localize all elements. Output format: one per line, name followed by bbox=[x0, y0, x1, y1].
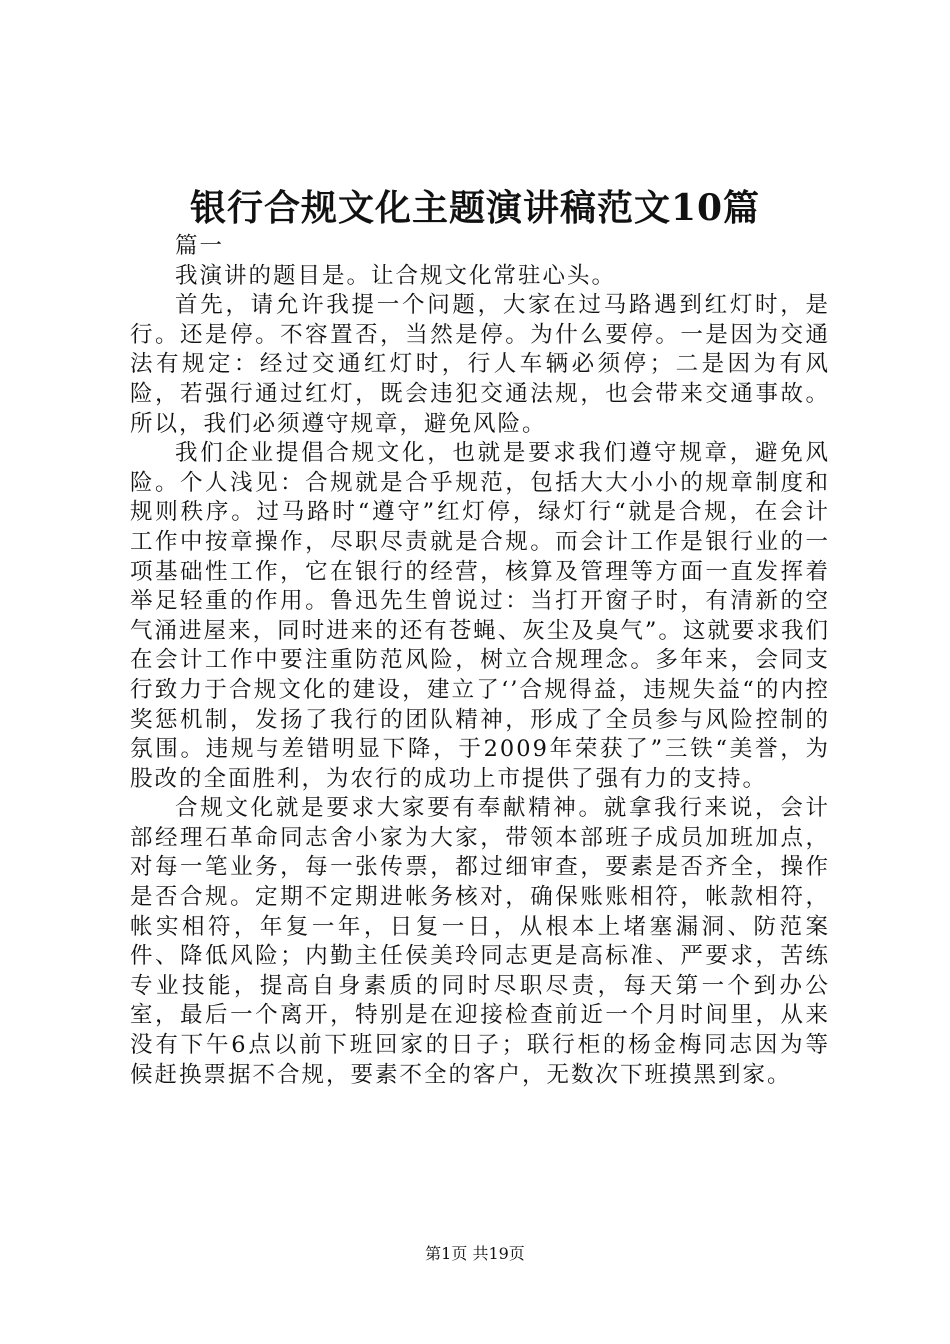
section-heading: 篇一 bbox=[175, 233, 225, 259]
paragraph: 合规文化就是要求大家要有奉献精神。就拿我行来说，会计部经理石革命同志舍小家为大家，带领本部班子成员加班加点，对每一笔业务，每一张传票，都过细审查，要素是否齐全，操作是否合规。定期不定期进帐务核对，确保账账相符，帐款相符，帐实相符，年复一年，日复一日，从根本上堵塞漏洞、防范案件、降低风险；内勤主任侯美玲同志更是高标准、严要求，苦练专业技能，提高自身素质的同时尽职尽责，每天第一个到办公室，最后一个离开，特别是在迎接检查前近一个月时间里，从来没有下午6点以前下班回家的日子；联行柜的杨金梅同志因为等候赶换票据不合规，要素不全的客户，无数次下班摸黑到家。 bbox=[130, 795, 830, 1088]
document-body bbox=[130, 232, 830, 1090]
paragraph: 首先，请允许我提一个问题，大家在过马路遇到红灯时，是行。还是停。不容置否，当然是停。为什么要停。一是因为交通法有规定：经过交通红灯时，行人车辆必须停；二是因为有风险，若强行通过红灯，既会违犯交通法规，也会带来交通事故。所以，我们必须遵守规章，避免风险。 bbox=[130, 292, 830, 437]
paragraph: 我们企业提倡合规文化，也就是要求我们遵守规章，避免风险。个人浅见：合规就是合乎规范，包括大大小小的规章制度和规则秩序。过马路时“遵守”红灯停，绿灯行“就是合规，在会计工作中按章操作，尽职尽责就是合规。而会计工作是银行业的一项基础性工作，它在银行的经营，核算及管理等方面一直发挥着举足轻重的作用。鲁迅先生曾说过：当打开窗子时，有清新的空气涌进屋来，同时进来的还有苍蝇、灰尘及臭气”。这就要求我们在会计工作中要注重防范风险，树立合规理念。多年来，会同支行致力于合规文化的建设，建立了‘’合规得益，违规失益“的内控奖惩机制，发扬了我行的团队精神，形成了全员参与风险控制的氛围。违规与差错明显下降，于2009年荣获了”三铁“美誉，为股改的全面胜利，为农行的成功上市提供了强有力的支持。 bbox=[130, 440, 830, 792]
document-title: 银行合规文化主题演讲稿范文10篇 bbox=[189, 187, 761, 229]
paragraph: 我演讲的题目是。让合规文化常驻心头。 bbox=[175, 262, 617, 289]
page-footer: 第1页 共19页 bbox=[425, 1244, 525, 1263]
